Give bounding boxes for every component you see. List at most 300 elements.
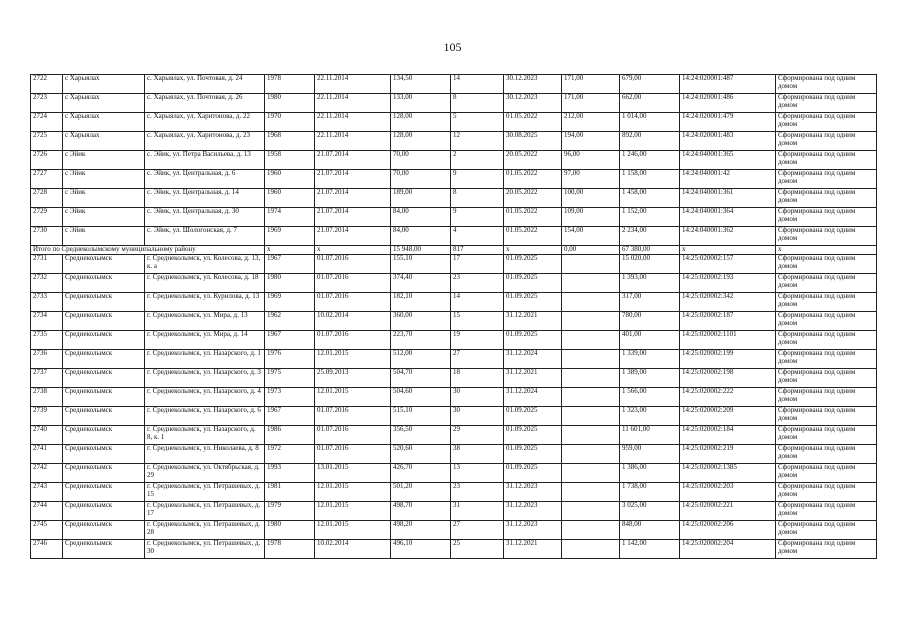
table-cell: 29 [451, 426, 504, 445]
table-cell: 171,00 [562, 94, 620, 113]
table-cell: 2733 [31, 293, 63, 312]
table-cell: 133,00 [391, 94, 451, 113]
table-row [31, 502, 877, 521]
total-cell: х [776, 246, 877, 255]
table-cell: 1979 [265, 502, 315, 521]
table-cell: 8 [451, 189, 504, 208]
table-cell: Сформирована под одним домом [776, 464, 877, 483]
table-row [31, 331, 877, 350]
total-cell: 67 380,00 [620, 246, 680, 255]
table-cell: 01.09.2025 [504, 464, 562, 483]
table-cell: 515,10 [391, 407, 451, 426]
table-cell: 01.05.2022 [504, 227, 562, 246]
table-total [31, 246, 877, 255]
table-cell: Среднеколымск [63, 483, 145, 502]
table-cell: с. Эйик, ул. Шологонская, д. 7 [145, 227, 265, 246]
total-row [31, 246, 877, 255]
table-cell: 1 339,00 [620, 350, 680, 369]
table-cell: с Эйик [63, 170, 145, 189]
table-cell: 14:25:020002:199 [680, 350, 776, 369]
table-row [31, 369, 877, 388]
table-cell: 1 158,00 [620, 170, 680, 189]
table-cell: 01.05.2022 [504, 170, 562, 189]
table-cell: 2736 [31, 350, 63, 369]
table-cell: 1970 [265, 113, 315, 132]
table-cell: 223,70 [391, 331, 451, 350]
table-cell [562, 445, 620, 464]
table-cell: 25 [451, 540, 504, 559]
table-cell: 14:24:040001:365 [680, 151, 776, 170]
table-cell: Среднеколымск [63, 350, 145, 369]
total-cell: х [265, 246, 315, 255]
table-cell: Среднеколымск [63, 426, 145, 445]
table-cell: Сформирована под одним домом [776, 132, 877, 151]
table-cell: 212,00 [562, 113, 620, 132]
table-cell: 1 386,00 [620, 464, 680, 483]
table-cell: 8 [451, 94, 504, 113]
table-row [31, 350, 877, 369]
table-cell: Среднеколымск [63, 521, 145, 540]
table-row [31, 388, 877, 407]
table-cell: 1972 [265, 445, 315, 464]
table-cell: Среднеколымск [63, 445, 145, 464]
table-row [31, 483, 877, 502]
table-cell: 1958 [265, 151, 315, 170]
table-body-bottom [31, 255, 877, 559]
table-cell: 22.11.2014 [315, 113, 391, 132]
table-cell: 14:25:020002:222 [680, 388, 776, 407]
table-cell: 14:24:040001:42 [680, 170, 776, 189]
table-cell: 14:24:020001:479 [680, 113, 776, 132]
table-cell: 15 [451, 312, 504, 331]
table-cell: Среднеколымск [63, 369, 145, 388]
table-cell: г. Среднеколымск, ул. Колесова, д. 13, к. а [145, 255, 265, 274]
table-cell: 14:24:020001:486 [680, 94, 776, 113]
table-cell: 1967 [265, 255, 315, 274]
total-cell: 817 [451, 246, 504, 255]
table-cell: г. Среднеколымск, ул. Октябрьская, д. 29 [145, 464, 265, 483]
total-label: Итого по Среднеколымскому муниципальному району [31, 246, 265, 255]
table-cell: г. Среднеколымск, ул. Мира, д. 14 [145, 331, 265, 350]
table-cell [562, 274, 620, 293]
table-cell: Сформирована под одним домом [776, 407, 877, 426]
table-cell: 01.07.2016 [315, 331, 391, 350]
table-cell: 01.09.2025 [504, 274, 562, 293]
table-cell: 30 [451, 407, 504, 426]
table-cell [562, 426, 620, 445]
table-cell: Среднеколымск [63, 464, 145, 483]
table-cell: 01.05.2022 [504, 113, 562, 132]
table-cell: 2722 [31, 75, 63, 94]
table-cell: 01.07.2016 [315, 407, 391, 426]
table-cell: 13.01.2015 [315, 464, 391, 483]
table-cell: Сформирована под одним домом [776, 189, 877, 208]
table-cell: Среднеколымск [63, 274, 145, 293]
table-cell: 23 [451, 274, 504, 293]
total-cell: х [680, 246, 776, 255]
table-cell: 20.05.2022 [504, 151, 562, 170]
table-cell: Сформирована под одним домом [776, 255, 877, 274]
table-row [31, 293, 877, 312]
table-cell: 23 [451, 483, 504, 502]
table-cell: 14:24:040001:362 [680, 227, 776, 246]
table-cell: 1993 [265, 464, 315, 483]
table-cell: 30.08.2025 [504, 132, 562, 151]
table-cell: 1 014,00 [620, 113, 680, 132]
table-cell: Сформирована под одним домом [776, 312, 877, 331]
table-cell: 182,10 [391, 293, 451, 312]
table-cell: 2743 [31, 483, 63, 502]
table-cell: 2745 [31, 521, 63, 540]
table-cell: 14:25:020002:157 [680, 255, 776, 274]
table-cell: 2731 [31, 255, 63, 274]
table-cell: 520,60 [391, 445, 451, 464]
table-cell: 1976 [265, 350, 315, 369]
table-cell: 2723 [31, 94, 63, 113]
table-cell: 504,70 [391, 369, 451, 388]
table-cell: 2 [451, 151, 504, 170]
table-cell: 1960 [265, 189, 315, 208]
table-row [31, 521, 877, 540]
table-cell: 15 020,00 [620, 255, 680, 274]
table-row [31, 426, 877, 445]
table-cell: 171,00 [562, 75, 620, 94]
table-cell: 2 234,00 [620, 227, 680, 246]
table-cell: 1978 [265, 75, 315, 94]
table-cell: 1 393,00 [620, 274, 680, 293]
table-cell: 31.12.2023 [504, 521, 562, 540]
table-cell: 70,00 [391, 151, 451, 170]
table-cell: 426,70 [391, 464, 451, 483]
table-cell: 01.09.2025 [504, 426, 562, 445]
total-cell: х [315, 246, 391, 255]
table-cell: Среднеколымск [63, 407, 145, 426]
table-cell: 498,70 [391, 502, 451, 521]
table-cell: 14 [451, 293, 504, 312]
table-cell: Среднеколымск [63, 312, 145, 331]
table-row [31, 312, 877, 331]
table-cell: 374,40 [391, 274, 451, 293]
table-cell: 2746 [31, 540, 63, 559]
table-cell: с Харыялах [63, 94, 145, 113]
table-cell: г. Среднеколымск, ул. Назарского, д. 8, к. 1 [145, 426, 265, 445]
table-cell: 14:25:020002:219 [680, 445, 776, 464]
total-cell: 15 948,00 [391, 246, 451, 255]
table-cell: 14:25:020002:206 [680, 521, 776, 540]
table-cell: 25.09.2013 [315, 369, 391, 388]
table-cell: 1973 [265, 388, 315, 407]
table-row [31, 407, 877, 426]
table-cell [562, 312, 620, 331]
table-cell: Сформирована под одним домом [776, 227, 877, 246]
table-cell: 14:25:020002:184 [680, 426, 776, 445]
table-row [31, 189, 877, 208]
table-cell: 1960 [265, 170, 315, 189]
table-cell: Сформирована под одним домом [776, 369, 877, 388]
table-cell: г. Среднеколымск, ул. Назарского, д. 4 [145, 388, 265, 407]
table-cell: с Харыялах [63, 113, 145, 132]
table-cell: 5 [451, 113, 504, 132]
table-cell: 12.01.2015 [315, 388, 391, 407]
table-cell: 14:24:020001:483 [680, 132, 776, 151]
table-row [31, 132, 877, 151]
table-cell: Среднеколымск [63, 540, 145, 559]
table-cell: 2738 [31, 388, 63, 407]
table-cell: 14:25:020002:203 [680, 483, 776, 502]
table-cell: 1 389,00 [620, 369, 680, 388]
table-cell: с Эйик [63, 151, 145, 170]
table-cell: 10.02.2014 [315, 312, 391, 331]
table-cell: с. Харыялах, ул. Почтовая, д. 26 [145, 94, 265, 113]
table-cell: Сформирована под одним домом [776, 445, 877, 464]
table-cell: с. Эйик, ул. Центральная, д. 14 [145, 189, 265, 208]
table-cell: 848,00 [620, 521, 680, 540]
table-cell: Среднеколымск [63, 331, 145, 350]
table-cell: 780,00 [620, 312, 680, 331]
table-cell: 31.12.2024 [504, 388, 562, 407]
table-cell: 30.12.2023 [504, 94, 562, 113]
table-cell: 21.07.2014 [315, 170, 391, 189]
table-cell: Сформирована под одним домом [776, 331, 877, 350]
table-cell: 9 [451, 208, 504, 227]
table-cell: 194,00 [562, 132, 620, 151]
table-cell: Среднеколымск [63, 502, 145, 521]
table-cell: 128,00 [391, 132, 451, 151]
table-cell: 27 [451, 521, 504, 540]
total-cell: 0,00 [562, 246, 620, 255]
table-cell: 31.12.2021 [504, 312, 562, 331]
table-cell: с. Эйик, ул. Центральная, д. 6 [145, 170, 265, 189]
table-cell [562, 540, 620, 559]
table-cell: 892,00 [620, 132, 680, 151]
table-cell: 17 [451, 255, 504, 274]
table-cell: 134,50 [391, 75, 451, 94]
table-cell: 01.05.2022 [504, 208, 562, 227]
table-row [31, 75, 877, 94]
table-cell: 14:24:020001:487 [680, 75, 776, 94]
table-row [31, 445, 877, 464]
table-cell: 18 [451, 369, 504, 388]
table-row [31, 540, 877, 559]
table-cell: Сформирована под одним домом [776, 170, 877, 189]
table-cell: 12.01.2015 [315, 483, 391, 502]
table-cell: 01.07.2016 [315, 426, 391, 445]
total-cell: х [504, 246, 562, 255]
table-cell: 1962 [265, 312, 315, 331]
table-cell: с Харыялах [63, 132, 145, 151]
table-body-top [31, 75, 877, 246]
table-cell: 27 [451, 350, 504, 369]
table-cell: 14:25:020002:1385 [680, 464, 776, 483]
table-row [31, 227, 877, 246]
table-cell: 12.01.2015 [315, 521, 391, 540]
table-cell: г. Среднеколымск, ул. Петрашевых, д. 30 [145, 540, 265, 559]
table-cell [562, 350, 620, 369]
table-cell: г. Среднеколымск, ул. Петрашевых, д. 15 [145, 483, 265, 502]
table-cell: 1 566,00 [620, 388, 680, 407]
table-cell: Сформирована под одним домом [776, 502, 877, 521]
table-row [31, 170, 877, 189]
table-cell: 01.07.2016 [315, 274, 391, 293]
table-cell: 14:24:040001:364 [680, 208, 776, 227]
table-cell: 3 025,00 [620, 502, 680, 521]
table-cell: 2740 [31, 426, 63, 445]
table-cell: 498,20 [391, 521, 451, 540]
table-cell: 14:25:020002:342 [680, 293, 776, 312]
table-cell: 2730 [31, 227, 63, 246]
table-cell: 4 [451, 227, 504, 246]
table-cell: 10.02.2014 [315, 540, 391, 559]
table-cell: 189,00 [391, 189, 451, 208]
table-cell: 31.12.2024 [504, 350, 562, 369]
table-cell: 20.05.2022 [504, 189, 562, 208]
table-row [31, 464, 877, 483]
table-cell: 2742 [31, 464, 63, 483]
table-cell [562, 293, 620, 312]
table-cell: 128,00 [391, 113, 451, 132]
table-cell: 31.12.2021 [504, 540, 562, 559]
table-cell: Среднеколымск [63, 293, 145, 312]
table-cell: Сформирована под одним домом [776, 521, 877, 540]
table-cell [562, 483, 620, 502]
table-cell: Сформирована под одним домом [776, 388, 877, 407]
table-cell: Сформирована под одним домом [776, 274, 877, 293]
table-cell: 2737 [31, 369, 63, 388]
table-cell: Среднеколымск [63, 388, 145, 407]
table-cell: 360,00 [391, 312, 451, 331]
table-cell: 14:25:020002:187 [680, 312, 776, 331]
table-cell: 12.01.2015 [315, 502, 391, 521]
table-cell: 1969 [265, 227, 315, 246]
table-cell: 31.12.2023 [504, 502, 562, 521]
table-cell: 1974 [265, 208, 315, 227]
table-cell: 512,00 [391, 350, 451, 369]
table-cell: 2724 [31, 113, 63, 132]
table-cell: 14:25:020002:198 [680, 369, 776, 388]
table-row [31, 151, 877, 170]
table-cell: Сформирована под одним домом [776, 483, 877, 502]
table-cell: 1981 [265, 483, 315, 502]
register-table [30, 74, 877, 559]
table-cell: 317,00 [620, 293, 680, 312]
table-cell: г. Среднеколымск, ул. Назарского, д. 1 [145, 350, 265, 369]
table-cell: г. Среднеколымск, ул. Николаева, д. 8 [145, 445, 265, 464]
table-cell: 01.07.2016 [315, 255, 391, 274]
table-cell: с. Эйик, ул. Центральная, д. 30 [145, 208, 265, 227]
table-cell: 31.12.2021 [504, 369, 562, 388]
table-cell: с. Харыялах, ул. Почтовая, д. 24 [145, 75, 265, 94]
table-cell: 504,60 [391, 388, 451, 407]
table-cell: 1 323,00 [620, 407, 680, 426]
table-cell: 31.12.2023 [504, 483, 562, 502]
table-cell: 70,00 [391, 170, 451, 189]
table-cell: 30 [451, 388, 504, 407]
table-cell: 21.07.2014 [315, 208, 391, 227]
table-cell: 501,20 [391, 483, 451, 502]
table-cell: 1 142,00 [620, 540, 680, 559]
table-cell: 1980 [265, 521, 315, 540]
table-cell: 22.11.2014 [315, 94, 391, 113]
table-cell: 14:25:020002:221 [680, 502, 776, 521]
table-cell: 662,00 [620, 94, 680, 113]
table-cell: 1975 [265, 369, 315, 388]
table-cell [562, 407, 620, 426]
table-cell: 01.09.2025 [504, 331, 562, 350]
table-cell: 356,50 [391, 426, 451, 445]
table-cell: 2727 [31, 170, 63, 189]
table-cell: 496,10 [391, 540, 451, 559]
table-cell: 2725 [31, 132, 63, 151]
table-cell: 12 [451, 132, 504, 151]
table-cell: 01.07.2016 [315, 445, 391, 464]
table-cell [562, 502, 620, 521]
table-cell [562, 369, 620, 388]
table-cell: Сформирована под одним домом [776, 151, 877, 170]
table-row [31, 113, 877, 132]
table-cell: 1967 [265, 407, 315, 426]
table-cell: 22.11.2014 [315, 75, 391, 94]
table-cell: 30.12.2023 [504, 75, 562, 94]
table-row [31, 274, 877, 293]
table-cell: г. Среднеколымск, ул. Колесова, д. 18 [145, 274, 265, 293]
table-cell: 1969 [265, 293, 315, 312]
table-cell: 84,00 [391, 208, 451, 227]
table-cell: Сформирована под одним домом [776, 208, 877, 227]
table-cell: 01.09.2025 [504, 407, 562, 426]
table-cell: с Эйик [63, 227, 145, 246]
table-cell [562, 464, 620, 483]
table-cell: 97,00 [562, 170, 620, 189]
table-cell: 19 [451, 331, 504, 350]
table-cell: 1 152,00 [620, 208, 680, 227]
table-cell: с. Харыялах, ул. Харитонова, д. 23 [145, 132, 265, 151]
table-cell: 84,00 [391, 227, 451, 246]
table-cell: 21.07.2014 [315, 227, 391, 246]
table-row [31, 94, 877, 113]
page-number: 105 [443, 40, 462, 54]
table-cell: 38 [451, 445, 504, 464]
table-cell: 109,00 [562, 208, 620, 227]
table-cell: 154,00 [562, 227, 620, 246]
table-cell: Сформирована под одним домом [776, 540, 877, 559]
table-cell: 959,00 [620, 445, 680, 464]
table-cell: Сформирована под одним домом [776, 113, 877, 132]
table-cell [562, 331, 620, 350]
table-cell: 679,00 [620, 75, 680, 94]
table-cell: 401,00 [620, 331, 680, 350]
table-cell: Среднеколымск [63, 255, 145, 274]
table-row [31, 208, 877, 227]
table-cell: 2726 [31, 151, 63, 170]
table-cell: 9 [451, 170, 504, 189]
table-cell: 1968 [265, 132, 315, 151]
table-cell: 1978 [265, 540, 315, 559]
table-cell: 14:25:020002:204 [680, 540, 776, 559]
table-cell: 01.09.2025 [504, 293, 562, 312]
table-cell [562, 388, 620, 407]
table-cell: г. Среднеколымск, ул. Назарского, д. 6 [145, 407, 265, 426]
table-cell: 14:25:020002:209 [680, 407, 776, 426]
table-cell: 14:25:020002:1101 [680, 331, 776, 350]
table-cell: 21.07.2014 [315, 151, 391, 170]
table-cell: 1 738,00 [620, 483, 680, 502]
table-cell: 155,10 [391, 255, 451, 274]
table-cell: 2735 [31, 331, 63, 350]
table-cell [562, 255, 620, 274]
table-cell: 2739 [31, 407, 63, 426]
table-cell: 2744 [31, 502, 63, 521]
table-cell: 14:24:040001:361 [680, 189, 776, 208]
